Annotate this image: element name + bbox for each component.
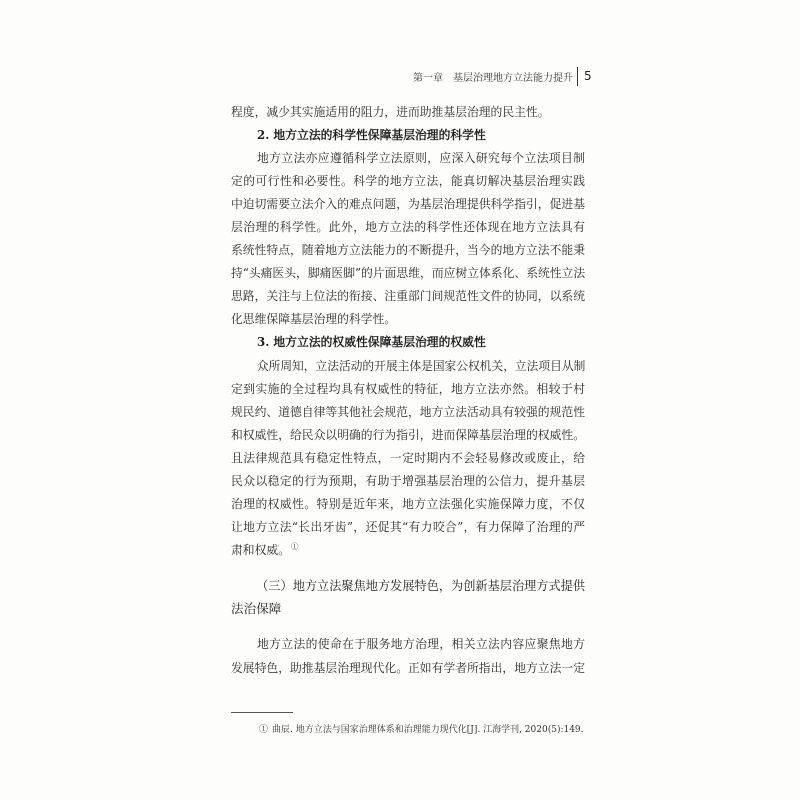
paragraph xyxy=(231,632,585,680)
body-line: 定的可行性和必要性。科学的地方立法，能真切解决基层治理实践 xyxy=(231,173,585,188)
subsection-heading: 3. 地方立法的权威性保障基层治理的权威性 xyxy=(257,335,486,350)
footnote-text: 曲辰. 地方立法与国家治理体系和治理能力现代化[J]. 江海学刊, 2020(5):149. xyxy=(272,724,584,735)
body-line: 规民约、道德自律等其他社会规范，地方立法活动具有较强的规范性 xyxy=(231,404,585,419)
body-line: 思路，关注与上位法的衔接、注重部门间规范性文件的协同，以系统 xyxy=(231,289,585,304)
chapter-title: 第一章 基层治理地方立法能力提升 xyxy=(413,72,573,84)
body-line: 持“头痛医头，脚痛医脚”的片面思维，而应树立体系化、系统性立法 xyxy=(231,266,586,281)
section-heading-line: （三）地方立法聚焦地方发展特色，为创新基层治理方式提供 xyxy=(256,577,586,593)
footnote-ref: ① xyxy=(291,542,299,552)
body-line: 程度，减少其实施适用的阻力，进而助推基层治理的民主性。 xyxy=(231,104,550,119)
body-line: 民众以稳定的行为预期，有助于增强基层治理的公信力，提升基层 xyxy=(231,474,585,488)
paragraph xyxy=(231,355,585,563)
body-line: 治理的权威性。特别是近年来，地方立法强化实施保障力度，不仅 xyxy=(231,497,585,512)
body-line: 且法律规范具有稳定性特点，一定时期内不会轻易修改或废止，给 xyxy=(231,450,585,465)
body-line: 和权威性，给民众以明确的行为指引，进而保障基层治理的权威性。 xyxy=(231,427,585,442)
text-block xyxy=(231,101,585,563)
body-line: 地方立法的使命在于服务地方治理，相关立法内容应聚焦地方 xyxy=(257,636,585,651)
body-line: 系统性特点，随着地方立法能力的不断提升，当今的地方立法不能秉 xyxy=(231,243,585,258)
footnote-marker: ① xyxy=(259,724,269,735)
body-line: 地方立法亦应遵循科学立法原则，应深入研究每个立法项目制 xyxy=(257,150,585,165)
body-line: 发展特色，助推基层治理现代化。正如有学者所指出，地方立法一定 xyxy=(231,660,585,675)
body-line: 中迫切需要立法介入的难点问题，为基层治理提供科学指引，促进基 xyxy=(231,196,585,211)
header-separator xyxy=(577,67,578,86)
subsection-heading: 2. 地方立法的科学性保障基层治理的科学性 xyxy=(257,127,486,142)
paragraph xyxy=(231,147,585,332)
body-line-text: 肃和权威。 xyxy=(231,543,290,558)
body-line: 让地方立法“长出牙齿”，还促其“有力咬合”，有力保障了治理的严 xyxy=(231,520,585,535)
paragraph xyxy=(231,101,585,124)
section-heading xyxy=(231,574,585,621)
page-number: 5 xyxy=(584,69,592,83)
section-heading-line: 法治保障 xyxy=(231,601,282,616)
footnote-rule xyxy=(231,712,293,713)
body-line: 众所周知，立法活动的开展主体是国家公权机关，立法项目从制 xyxy=(256,358,586,373)
footnote xyxy=(259,721,585,735)
body-line: 定到实施的全过程均具有权威性的特征，地方立法亦然。相较于村 xyxy=(231,381,585,396)
running-header xyxy=(413,66,592,86)
body-line: 层治理的科学性。此外，地方立法的科学性还体现在地方立法具有 xyxy=(231,219,585,234)
body-line xyxy=(231,539,585,562)
body-line: 化思维保障基层治理的科学性。 xyxy=(231,312,397,327)
